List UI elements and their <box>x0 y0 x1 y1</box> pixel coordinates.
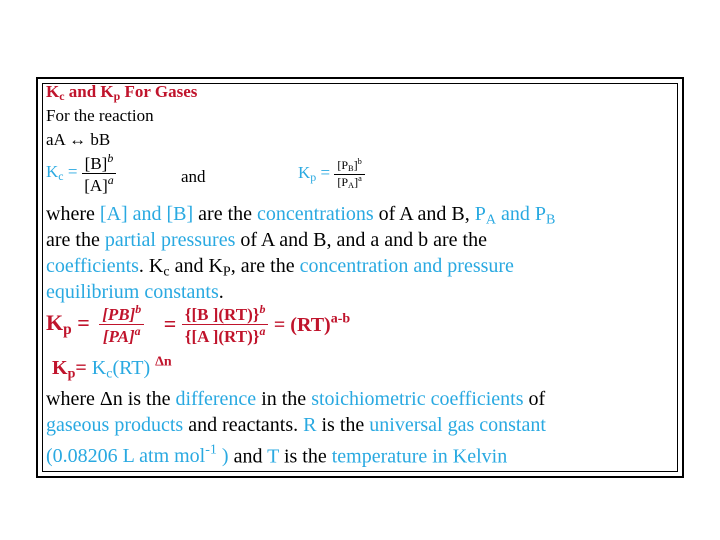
paragraph-2-line-1: where Δn is the difference in the stoichiometric coefficients of <box>46 388 546 410</box>
intro-line: For the reaction <box>46 106 154 125</box>
kp-equation: $K_p$ = $\frac{[P_B]^b}{[P_A]^a}$ <box>298 158 365 191</box>
kc-equation: $K_c$ = $\frac{[B]^b}{[A]^a}$ <box>46 152 116 195</box>
paragraph-1-line-2: are the partial pressures of A and B, and a and b are the <box>46 229 487 251</box>
slide-title: $K_c$ and $K_p$ For Gases <box>46 82 198 103</box>
paragraph-2-line-2: gaseous products and reactants. R is the universal gas constant <box>46 414 546 436</box>
paragraph-1-line-3: coefficients. $K_c$ and $K_P$, are the concentration and pressure <box>46 255 514 280</box>
kp-kc-relation: $K_p= K_c(RT)$ $^{\Delta n}$ <box>52 355 172 382</box>
reaction-line: aA ↔ bB <box>46 130 111 149</box>
and-word: and <box>181 167 206 186</box>
kp-derivation: $K_p$ = $\frac{[PB]^b}{[PA]^a}$ = $\frac{\{[B ](RT)\}^b}{\{[A ](RT)\}^a}$ = (RT)$^{a-b}$ <box>46 302 351 347</box>
paragraph-2-line-3: (0.08206 L atm mol$^{-1}$ ) and T is the temperature in Kelvin <box>46 443 508 468</box>
paragraph-1-line-4: equilibrium constants. <box>46 281 224 303</box>
paragraph-1-line-1: where [A] and [B] are the concentrations of A and B, $P_A$ and $P_B$ <box>46 203 556 228</box>
